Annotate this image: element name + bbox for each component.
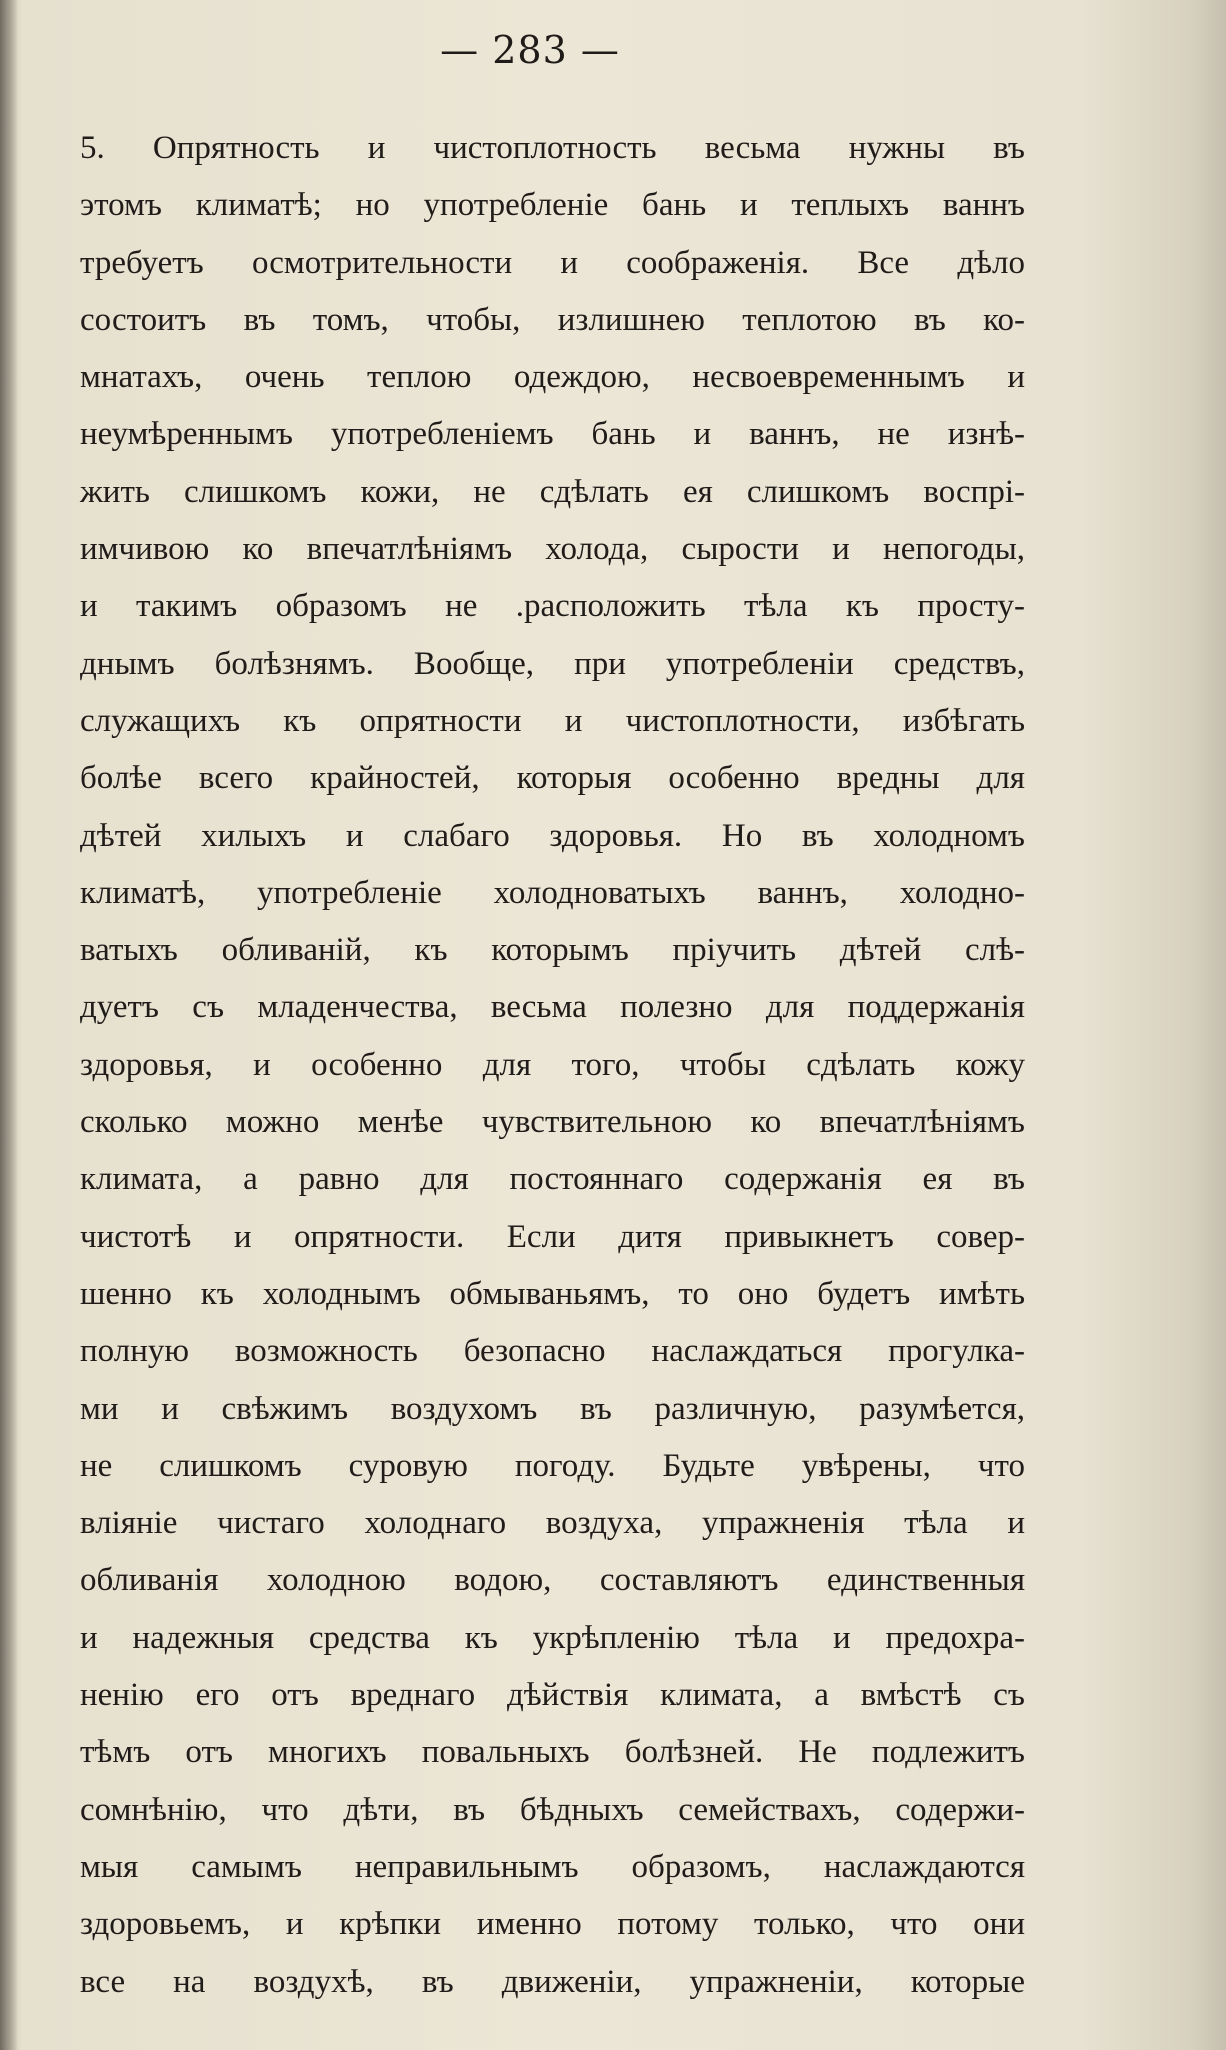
text-line: и такимъ образомъ не .расположить тѣла къ просту- [80, 588, 1025, 625]
text-line: требуетъ осмотрительности и соображенія. Все дѣло [80, 244, 1025, 281]
text-line: сомнѣнію, что дѣти, въ бѣдныхъ семействахъ, содержи- [80, 1791, 1025, 1828]
text-line: не слишкомъ суровую погоду. Будьте увѣрены, что [80, 1447, 1025, 1484]
text-line: мыя самымъ неправильнымъ образомъ, наслаждаются [80, 1848, 1025, 1885]
text-line: вліяніе чистаго холоднаго воздуха, упражненія тѣла и [80, 1505, 1025, 1542]
text-line: 5. Опрятность и чистоплотность весьма нужны въ [80, 130, 1025, 166]
text-line: здоровьемъ, и крѣпки именно потому только, что они [80, 1906, 1025, 1943]
text-line: жить слишкомъ кожи, не сдѣлать ея слишкомъ воспрі- [80, 473, 1025, 510]
text-line: болѣе всего крайностей, которыя особенно вредны для [80, 760, 1025, 797]
text-line: и надежныя средства къ укрѣпленію тѣла и предохра- [80, 1619, 1025, 1656]
text-line: состоитъ въ томъ, чтобы, излишнею теплотою въ ко- [80, 301, 1025, 338]
text-line: дуетъ съ младенчества, весьма полезно для поддержанія [80, 989, 1025, 1026]
text-line: днымъ болѣзнямъ. Вообще, при употребленіи средствъ, [80, 645, 1025, 682]
binding-shadow [0, 0, 18, 2050]
text-line: климата, а равно для постояннаго содержанія ея въ [80, 1161, 1025, 1198]
text-line: служащихъ къ опрятности и чистоплотности, избѣгать [80, 702, 1025, 739]
page-number: — 283 — [440, 28, 620, 72]
text-line: обливанія холодною водою, составляютъ единственныя [80, 1562, 1025, 1599]
text-line: ненію его отъ вреднаго дѣйствія климата, а вмѣстѣ съ [80, 1677, 1025, 1714]
text-line: все на воздухѣ, въ движеніи, упражненіи, которые [80, 1963, 1025, 2000]
text-line: этомъ климатѣ; но употребленіе бань и теплыхъ ваннъ [80, 187, 1025, 224]
text-line: тѣмъ отъ многихъ повальныхъ болѣзней. Не подлежитъ [80, 1734, 1025, 1771]
text-line: имчивою ко впечатлѣніямъ холода, сырости и непогоды, [80, 531, 1025, 568]
text-line: ватыхъ обливаній, къ которымъ пріучить дѣтей слѣ- [80, 932, 1025, 969]
body-paragraph [80, 120, 1025, 2011]
text-line: полную возможность безопасно наслаждаться прогулка- [80, 1333, 1025, 1370]
text-line: сколько можно менѣе чувствительною ко впечатлѣніямъ [80, 1104, 1025, 1141]
text-line: дѣтей хилыхъ и слабаго здоровья. Но въ холодномъ [80, 817, 1025, 854]
text-line: здоровья, и особенно для того, чтобы сдѣлать кожу [80, 1046, 1025, 1083]
text-line: чистотѣ и опрятности. Если дитя привыкнетъ совер- [80, 1218, 1025, 1255]
text-line: неумѣреннымъ употребленіемъ бань и ваннъ, не изнѣ- [80, 416, 1025, 453]
text-line: ми и свѣжимъ воздухомъ въ различную, разумѣется, [80, 1390, 1025, 1427]
text-line: шенно къ холоднымъ обмываньямъ, то оно будетъ имѣть [80, 1275, 1025, 1312]
text-line: климатѣ, употребленіе холодноватыхъ ваннъ, холодно- [80, 874, 1025, 911]
text-line: мнатахъ, очень теплою одеждою, несвоевременнымъ и [80, 359, 1025, 396]
